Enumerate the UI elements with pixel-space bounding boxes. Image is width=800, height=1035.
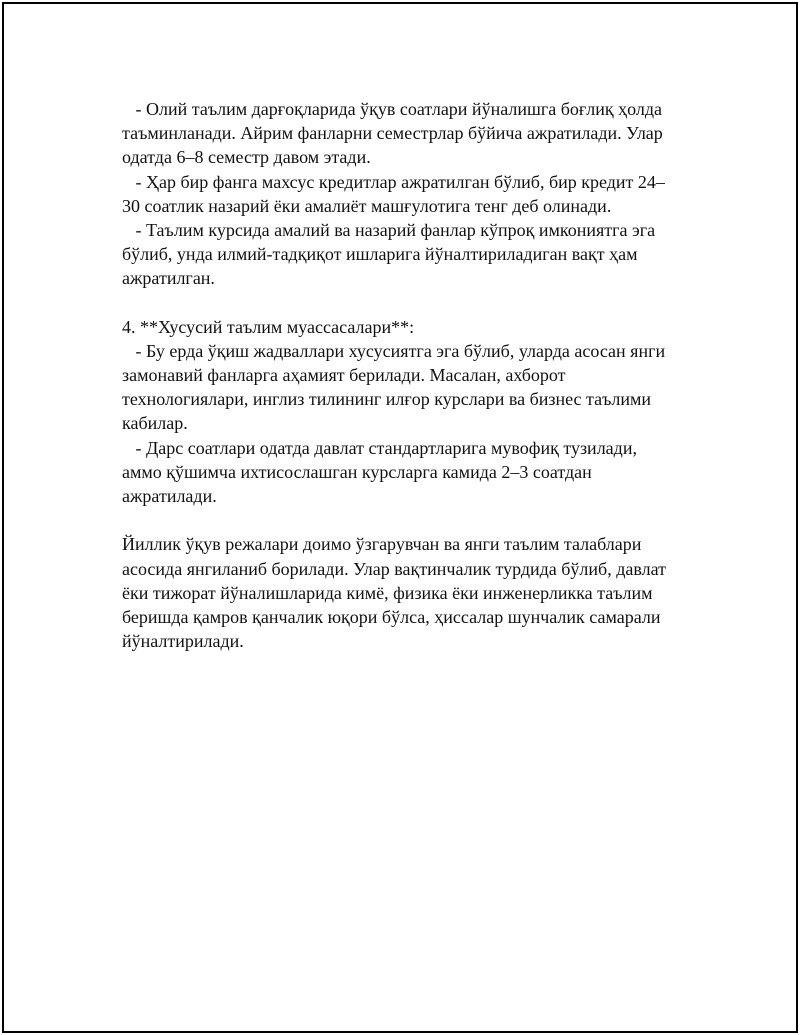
- text-line: - Ҳар бир фанга махсус кредитлар ажратилган бўлиб, бир кредит 24–: [122, 171, 665, 192]
- text-line: кабилар.: [122, 413, 188, 434]
- text-line: Йиллик ўқув режалари доимо ўзгарувчан ва янги таълим талаблари: [122, 534, 642, 555]
- text-line: ажратилган.: [122, 268, 215, 289]
- text-line: ажратилади.: [122, 486, 217, 506]
- paragraph-annual-plans: [122, 532, 692, 653]
- paragraph-spacer: [122, 291, 692, 315]
- section-heading: 4. **Хусусий таълим муассасалари**:: [122, 316, 415, 337]
- text-line: таъминланади. Айрим фанларни семестрлар бўйича ажратилади. Улар: [122, 123, 663, 144]
- document-body: [122, 97, 692, 653]
- text-line: 30 соатлик назарий ёки амалиёт машғулотига тенг деб олинади.: [122, 195, 612, 216]
- text-line: одатда 6–8 семестр давом этади.: [122, 147, 371, 168]
- text-line: - Олий таълим дарғоқларида ўқув соатлари йўналишга боғлиқ ҳолда: [122, 99, 662, 119]
- paragraph-spacer: [122, 508, 692, 532]
- text-line: беришда қамров қанчалик юқори бўлса, ҳиссалар шунчалик самарали: [122, 606, 661, 627]
- paragraph-private-institutions: [122, 315, 692, 509]
- text-line: ёки тижорат йўналишларида кимё, физика ёки инженерликка таълим: [122, 582, 653, 603]
- text-line: - Таълим курсида амалий ва назарий фанлар кўпроқ имкониятга эга: [122, 219, 656, 240]
- page-frame: [2, 2, 798, 1033]
- text-line: йўналтирилади.: [122, 631, 244, 652]
- text-line: технологиялари, инглиз тилининг илғор курслари ва бизнес таълими: [122, 389, 652, 410]
- text-line: бўлиб, унда илмий-тадқиқот ишларига йўналтириладиган вақт ҳам: [122, 244, 638, 265]
- paragraph-university-hours: [122, 97, 692, 291]
- text-line: асосида янгиланиб борилади. Улар вақтинчалик турдида бўлиб, давлат: [122, 558, 666, 579]
- text-line: - Бу ерда ўқиш жадваллари хусусиятга эга бўлиб, уларда асосан янги: [122, 340, 666, 361]
- text-line: аммо қўшимча ихтисослашган курсларга камида 2–3 соатдан: [122, 461, 592, 482]
- text-line: замонавий фанларга аҳамият берилади. Масалан, ахборот: [122, 365, 566, 386]
- text-line: - Дарс соатлари одатда давлат стандартларига мувофиқ тузилади,: [122, 437, 637, 458]
